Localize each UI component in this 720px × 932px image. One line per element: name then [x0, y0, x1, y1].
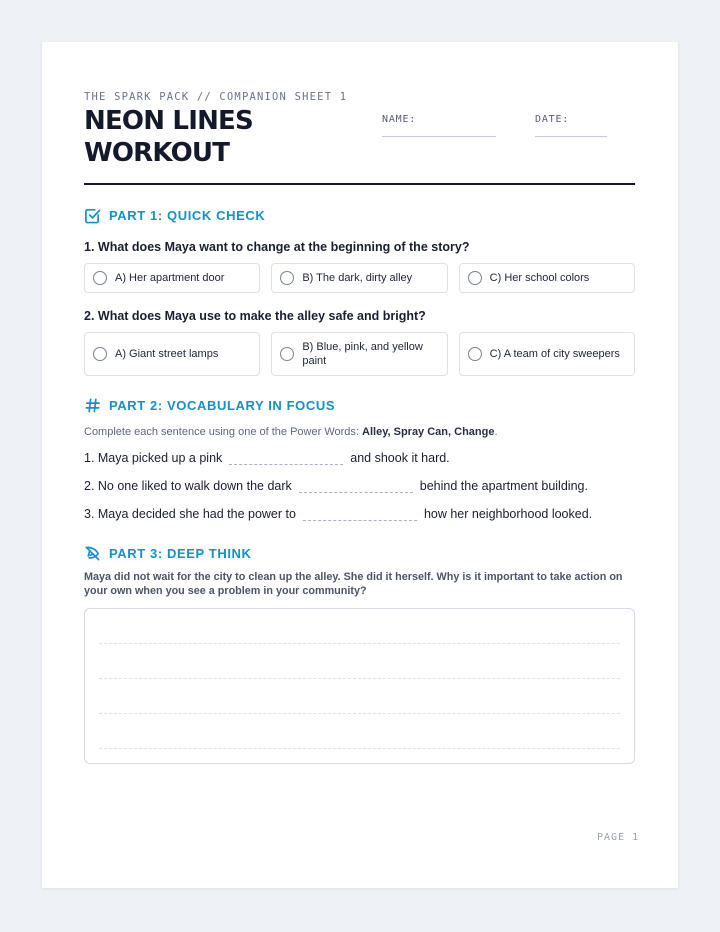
- question-1-options: [84, 263, 635, 293]
- page-title: NEON LINES WORKOUT: [84, 106, 253, 168]
- page-number: PAGE 1: [597, 832, 640, 843]
- header-divider: [84, 183, 635, 185]
- q2-option-b[interactable]: [271, 332, 447, 376]
- name-field[interactable]: [382, 136, 496, 137]
- q1-option-a[interactable]: [84, 263, 260, 293]
- writing-line: [99, 643, 620, 644]
- question-2-options: [84, 332, 635, 376]
- part2-heading-text: PART 2: VOCABULARY IN FOCUS: [109, 398, 336, 413]
- answer-textarea[interactable]: [84, 608, 635, 764]
- q2-option-a[interactable]: [84, 332, 260, 376]
- part1-heading: [84, 207, 265, 224]
- part3-heading: [84, 545, 252, 562]
- vocab-instructions: [84, 426, 498, 438]
- date-field[interactable]: [535, 136, 607, 137]
- sentence-after: and shook it hard.: [350, 451, 450, 465]
- sentence-after: behind the apartment building.: [419, 479, 588, 493]
- power-words: Alley, Spray Can, Change: [362, 426, 495, 438]
- fill-in-blank[interactable]: [303, 507, 417, 521]
- option-label: B) Blue, pink, and yellow paint: [302, 341, 423, 367]
- radio-button[interactable]: [93, 347, 107, 361]
- instructions-suffix: .: [494, 426, 498, 438]
- option-label: B) The dark, dirty alley: [302, 272, 413, 284]
- q1-option-b[interactable]: [271, 263, 447, 293]
- part2-heading: [84, 397, 335, 414]
- sentence-before: 2. No one liked to walk down the dark: [84, 479, 292, 493]
- instructions-prefix: Complete each sentence using one of the Power Words:: [84, 426, 363, 438]
- option-label: A) Her apartment door: [115, 272, 225, 284]
- fill-in-blank[interactable]: [299, 479, 413, 493]
- vocab-sentence-2: [84, 479, 588, 493]
- q1-option-c[interactable]: [459, 263, 635, 293]
- q2-option-c[interactable]: [459, 332, 635, 376]
- question-1: 1. What does Maya want to change at the beginning of the story?: [84, 240, 470, 254]
- eyebrow-text: THE SPARK PACK // COMPANION SHEET 1: [84, 91, 348, 103]
- writing-line: [99, 678, 620, 679]
- option-label: C) A team of city sweepers: [489, 348, 620, 360]
- option-label: C) Her school colors: [489, 272, 590, 284]
- deep-think-prompt: Maya did not wait for the city to clean up the alley. She did it herself. Why is it important to take action on your own when you see a problem in your community?: [84, 571, 623, 597]
- sentence-before: 1. Maya picked up a pink: [84, 451, 223, 465]
- feather-icon: [84, 545, 101, 562]
- part1-heading-text: PART 1: QUICK CHECK: [109, 208, 266, 223]
- sentence-before: 3. Maya decided she had the power to: [84, 507, 296, 521]
- vocab-sentence-1: [84, 451, 450, 465]
- checkbox-icon: [84, 207, 101, 224]
- radio-button[interactable]: [280, 347, 294, 361]
- sentence-after: how her neighborhood looked.: [423, 507, 593, 521]
- radio-button[interactable]: [280, 271, 294, 285]
- radio-button[interactable]: [93, 271, 107, 285]
- vocab-sentence-3: [84, 507, 592, 521]
- question-2: 2. What does Maya use to make the alley safe and bright?: [84, 309, 426, 323]
- writing-line: [99, 713, 620, 714]
- option-label: A) Giant street lamps: [115, 348, 219, 360]
- part3-heading-text: PART 3: DEEP THINK: [109, 546, 252, 561]
- worksheet-page: [42, 42, 678, 888]
- writing-line: [99, 748, 620, 749]
- radio-button[interactable]: [468, 271, 482, 285]
- name-label: NAME:: [382, 114, 417, 125]
- radio-button[interactable]: [468, 347, 482, 361]
- fill-in-blank[interactable]: [229, 451, 343, 465]
- hash-icon: [84, 397, 101, 414]
- date-label: DATE:: [535, 114, 570, 125]
